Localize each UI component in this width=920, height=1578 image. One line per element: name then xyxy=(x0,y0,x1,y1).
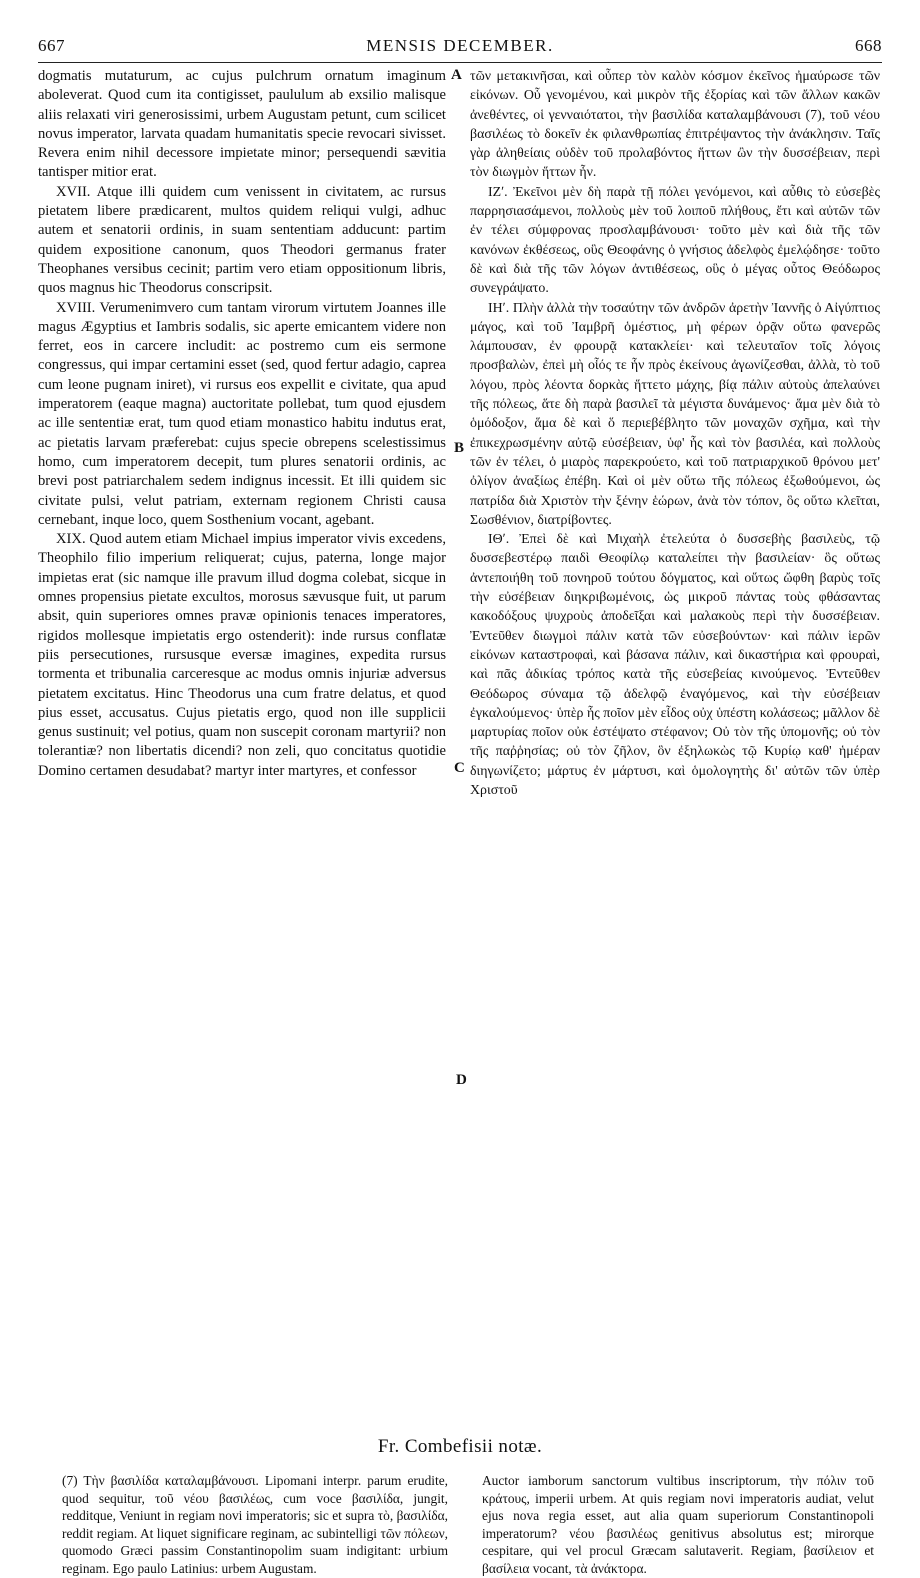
greek-paragraph: ΙΗʹ. Πλὴν ἀλλὰ τὴν τοσαύτην τῶν ἀνδρῶν ἀρετὴν Ἰαννῆς ὁ Αἰγύπτιος μάγος, καὶ τοῦ Ἰαμβρῆ ὁμέστιος, μὴ φέρων ὁρᾷν οὕτω φανερῶς λάμπουσαν, ἐν φρουρᾷ κατακλείει· καὶ τελευταῖον τοῖς λόγοις προσβαλὼν, ἐπεὶ μὴ οἷός τε ἦν πρὸς ἐκείνους ἀγωνίζεσθαι, ἀλλὰ, τὸ τοῦ λόγου, πρὸς λέοντα δορκὰς ἥττετο μάχης, βίᾳ πάλιν αὐτοὺς ἀπελαύνει τῆς πόλεως, ἅτε δὴ παρὰ βασιλεῖ τὰ μέγιστα δυνάμενος· ἅμα μὲν διὰ τὸ ὁμόδοξον, ἅμα δὲ καὶ ὅ περιεβέβλητο τῶν μοναχῶν σχῆμα, καὶ τὴν ἐπικεχρωσμένην αὐτῷ εὐσέβειαν, ὑφ' ἧς καὶ τὸν βασιλέα, καὶ πολλοὺς τῶν ἐν τέλει, ὁ μιαρὸς παρεκρούετο, καὶ τοῦ πατριαρχικοῦ θρόνου μετ' ὀλίγον ἀναξίως ἐπέβη. Καὶ οἱ μὲν οὕτω τῆς πόλεως ἐξωθούμενοι, ὡς πατρίδα διὰ Χριστὸν τὴν ξένην ἑώρων, ἀνὰ τὸν τόπον, ὃς οὕτω κλεῖται, Σωσθένιον, διατρίβοντες. xyxy=(470,300,880,528)
running-title: MENSIS DECEMBER. xyxy=(366,36,554,55)
greek-paragraph: τῶν μετακινῆσαι, καὶ οὗπερ τὸν καλὸν κόσμον ἐκεῖνος ἠμαύρωσε τῶν εἰκόνων. Οὗ γενομένου, καὶ μικρὸν τῆς ἐξορίας καὶ τῶν ἄλλων κακῶν ἀνεθέντες, οἱ γενναιότατοι, τὴν βασιλίδα καταλαμβάνουσι (7), τοῦ νέου βασιλέως τὸ δοκεῖν ἐκ φιλανθρωπίας ἐπιτρέψαντος τὴν ἀνάκλησιν. Ταῖς γὰρ ἀληθείαις οὐδὲν τοῦ προλαβόντος ἥττων ὢν τὴν δυσσέβειαν, περὶ τὸν διωγμὸν ἥττων ἦν. xyxy=(470,69,880,181)
section-marker-a: A xyxy=(451,67,462,83)
section-marker-c: C xyxy=(454,760,465,776)
section-marker-b: B xyxy=(454,440,465,456)
note-text: (7) Τὴν βασιλίδα καταλαμβάνουσι. Lipomani interpr. parum erudite, quod sequitur, τοῦ νέου βασιλέως, cum voce βασιλίδα, jungit, redditque, Veniunt in regiam novi imperatoris; sic et supra τὸ, βασιλίδα, reddit regiam. At liquet significare reginam, ac subintelligi τῶν πόλεων, quomodo Græci passim Constantinopolim suam indigitant: urbium reginam. Ego paulo Latinius: urbem Augustam. xyxy=(62,1473,448,1576)
page-number-right: 668 xyxy=(855,36,882,55)
note-text: Auctor iamborum sanctorum vultibus inscriptorum, τὴν πόλιν τοῦ κράτους, imperii urbem. At quis regiam novi imperatoris audiat, velut ejus nova regia esset, aut alia quam superiorum Constantinopoli imperatorum? νέου βασιλέως genitivus absolutus est; mirorque cespitare, qui vel procul Græcam salutaverit. Regiam, βασίλειον et βασίλεια vocant, τὰ ἀνάκτορα. xyxy=(482,1473,874,1576)
header-rule xyxy=(38,62,882,63)
greek-paragraph: ΙΘʹ. Ἐπεὶ δὲ καὶ Μιχαὴλ ἐτελεύτα ὁ δυσσεβὴς βασιλεὺς, τῷ δυσσεβεστέρῳ παιδὶ Θεοφίλῳ καταλείπει τὴν βασιλείαν· ὃς οὕτως ἀντεποιήθη τοῦ πονηροῦ τούτου δόγματος, καὶ οὕτως ὤφθη βαρὺς τοῖς τὴν εὐσέβειαν διηκριβωμένοις, ὡς μικροῦ πάντας τοὺς φθάσαντας κακοδόξους ψυχροὺς ἀποδεῖξαι καὶ μαλακοὺς περὶ τὴν δυσσέβειαν. Ἐντεῦθεν διωγμοὶ πάλιν κατὰ τῶν εὐσεβούντων· καὶ πάλιν ἱερῶν εἰκόνων καταστροφαὶ, καὶ βάσανα πάλιν, καὶ δικαστήρια καὶ φρουραὶ, καὶ πᾶς ἀδικίας τρόπος κατὰ τῆς εὐσεβείας κινούμενος. Ἐντεῦθεν Θεόδωρος σύναμα τῷ ἀδελφῷ ἐναγόμενος, καὶ τὴν εὐσέβειαν ἐγκαλούμενος· ὑπὲρ ἧς ποῖον μὲν εἶδος οὐχ ὑπέστη κολάσεως; μᾶλλον δὲ μαρτυρίας ποῖον οὐκ ἐστέψατο στέφανον; Οὐ τὸν τῆς ὑπομονῆς; οὐ τὸν τῆς παῤῥησίας; οὐ τὸν ζῆλον, ὃν ἐξηλωκὼς τῷ Κυρίῳ καθ' ἡμέραν διηγωνίζετο; μάρτυς ἐν μάρτυσι, καὶ ὁμολογητὴς δι' αὐτῶν τῶν ὑπὲρ Χριστοῦ xyxy=(470,532,880,798)
latin-paragraph: XVII. Atque illi quidem cum venissent in civitatem, ac rursus pietatem libere prædicarent, multos quidem reliqui vulgi, adhuc autem et senatorii ordinis, in suam sententiam adducunt: partim quidem expositione canonum, quos Theodori germanus frater Theophanes versibus cecinit; partim vero etiam oppositionum libris, quos magnus hic Theodorus conscripsit. xyxy=(38,183,446,297)
greek-paragraph: ΙΖʹ. Ἐκεῖνοι μὲν δὴ παρὰ τῇ πόλει γενόμενοι, καὶ αὖθις τὸ εὐσεβὲς παρρησιασάμενοι, πολλοὺς μὲν τοῦ λοιποῦ πλήθους, ἔτι καὶ αὐτῶν τῶν ἐν τέλει σύμφρονας προσλαμβάνουσι· τοῦτο μὲν καὶ διὰ τῆς τῶν κανόνων ἐκθέσεως, οὓς Θεοφάνης ὁ γνήσιος ἀδελφὸς ἐμελῴδησε· τοῦτο δὲ καὶ διὰ τῆς τῶν λόγων ἀντιθέσεως, οὓς ὁ μέγας οὗτος Θεόδωρος συνεγράψατο. xyxy=(470,184,880,297)
running-head xyxy=(38,36,882,62)
latin-column xyxy=(38,67,446,781)
latin-paragraph: dogmatis mutaturum, ac cujus pulchrum ornatum imaginum aboleverat. Quod cum ita contigisset, paululum ab exsilio malisque aliis relaxati viri generosissimi, urbem Augustam petunt, cum scilicet novus imperator, larvata quadam humanitatis specie revocari sivisset. Revera enim nihil decessore impietate minor; persequendi sævitia tantisper mitior erat. xyxy=(38,68,446,181)
page-number-left: 667 xyxy=(38,36,65,55)
note-column-left xyxy=(62,1472,448,1578)
latin-paragraph: XVIII. Verumenimvero cum tantam virorum virtutem Joannes ille magus Ægyptius et Iambris sodalis, sic aperte emicantem videre non ferret, eos in carcere includit: ac postremo cum eis sermone congressus, qui impar certamini esset (sed, quod fertur adagio, caprea cum leone pugnam iniret), vi rursus eos expellit e civitate, qua apud imperatorem (eaque magna) auctoritate pollebat, tum quod ejusdem ac ille sententiæ erat, tum quod etiam monastico habitu indutus erat, ac pietatis larvam præferebat: cujus specie obrepens scelestissimus homo, cum imperatorem decepit, tum plures senatorii ordinis, ac brevi post patriarchalem sedem indignus incessit. Et illi quidem sic civitate pulsi, velut patriam, externam regionem Christi causa cernebant, inque loco, quem Sosthenium vocant, agebant. xyxy=(38,299,446,528)
greek-column xyxy=(470,67,880,800)
note-column-right xyxy=(482,1472,874,1578)
section-marker-d: D xyxy=(456,1072,467,1088)
latin-paragraph: XIX. Quod autem etiam Michael impius imperator vivis excedens, Theophilo filio imperium reliquerat; cujus, paterna, longe major impietas erat (sic namque ille pravum illud dogma colebat, sicque in omnes propensius pietate excultos, morosus sævusque fuit, ut parum absit, quin superiores omnes pravæ opinionis tenaces imperatores, rigidos mollesque impietatis ergo ostenderit): inde rursus conflatæ piis persecutiones, rursusque eversæ imagines, expedita rursus tormenta et tribunalia carceresque ac modus omnis injuriæ adversus pietatem excitatus. Hinc Theodorus una cum fratre delatus, et quod pius esset, accusatus. Cujus pietatis ergo, quod non ille supplicii genus sustinuit; vel potius, quam non suscepit coronam martyrii? non tolerantiæ? non libertatis dicendi? non zeli, quo concitatus quotidie Domino certamen desudabat? martyr inter martyres, et confessor xyxy=(38,531,446,779)
notes-title: Fr. Combefisii notæ. xyxy=(377,1436,543,1457)
